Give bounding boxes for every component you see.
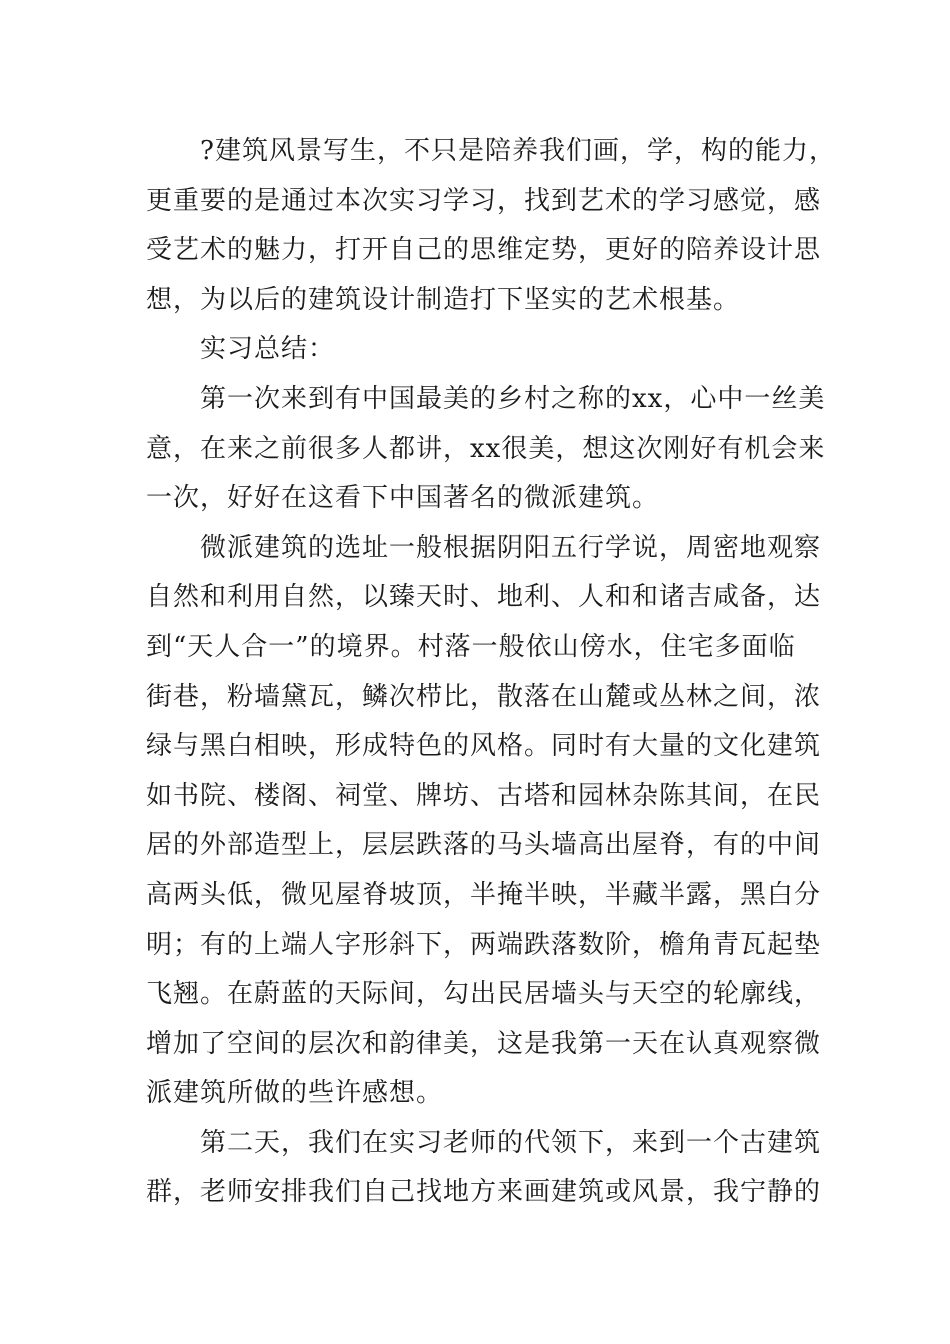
text-line: 绿与黑白相映，形成特色的风格。同时有大量的文化建筑: [146, 731, 822, 762]
text-line: 一次，好好在这看下中国著名的微派建筑。: [146, 483, 660, 514]
text-line: 如书院、楼阁、祠堂、牌坊、古塔和园林杂陈其间，在民: [146, 780, 822, 811]
text-line: 到“天人合一”的境界。村落一般依山傍水，住宅多面临: [146, 631, 796, 662]
text-line: 街巷，粉墙黛瓦，鳞次栉比，散落在山麓或丛林之间，浓: [146, 681, 822, 712]
text-line: 更重要的是通过本次实习学习，找到艺术的学习感觉，感: [146, 185, 822, 216]
text-line: 微派建筑的选址一般根据阴阳五行学说，周密地观察: [200, 532, 822, 563]
text-line: 想，为以后的建筑设计制造打下坚实的艺术根基。: [146, 284, 741, 315]
text-line: 实习总结：: [200, 334, 336, 365]
text-line: ?建筑风景写生，不只是陪养我们画，学，构的能力，: [200, 136, 836, 166]
text-line: 增加了空间的层次和韵律美，这是我第一天在认真观察微: [146, 1028, 822, 1059]
text-line: 飞翘。在蔚蓝的天际间，勾出民居墙头与天空的轮廓线，: [146, 979, 822, 1010]
text-line: 第二天，我们在实习老师的代领下，来到一个古建筑: [200, 1127, 822, 1158]
text-line: 派建筑所做的些许感想。: [146, 1078, 444, 1109]
text-line: 群，老师安排我们自己找地方来画建筑或风景，我宁静的: [146, 1177, 822, 1208]
text-line: 第一次来到有中国最美的乡村之称的xx，心中一丝美: [200, 383, 826, 414]
text-line: 明；有的上端人字形斜下，两端跌落数阶，檐角青瓦起垫: [146, 929, 822, 960]
document-body: [146, 127, 836, 1218]
text-line: 受艺术的魅力，打开自己的思维定势，更好的陪养设计思: [146, 235, 822, 266]
text-line: 高两头低，微见屋脊坡顶，半掩半映，半藏半露，黑白分: [146, 879, 822, 910]
text-line: 居的外部造型上，层层跌落的马头墙高出屋脊，有的中间: [146, 830, 822, 861]
text-line: 意，在来之前很多人都讲，xx很美，想这次刚好有机会来: [146, 433, 826, 464]
text-line: 自然和利用自然，以臻天时、地利、人和和诸吉咸备，达: [146, 582, 822, 613]
